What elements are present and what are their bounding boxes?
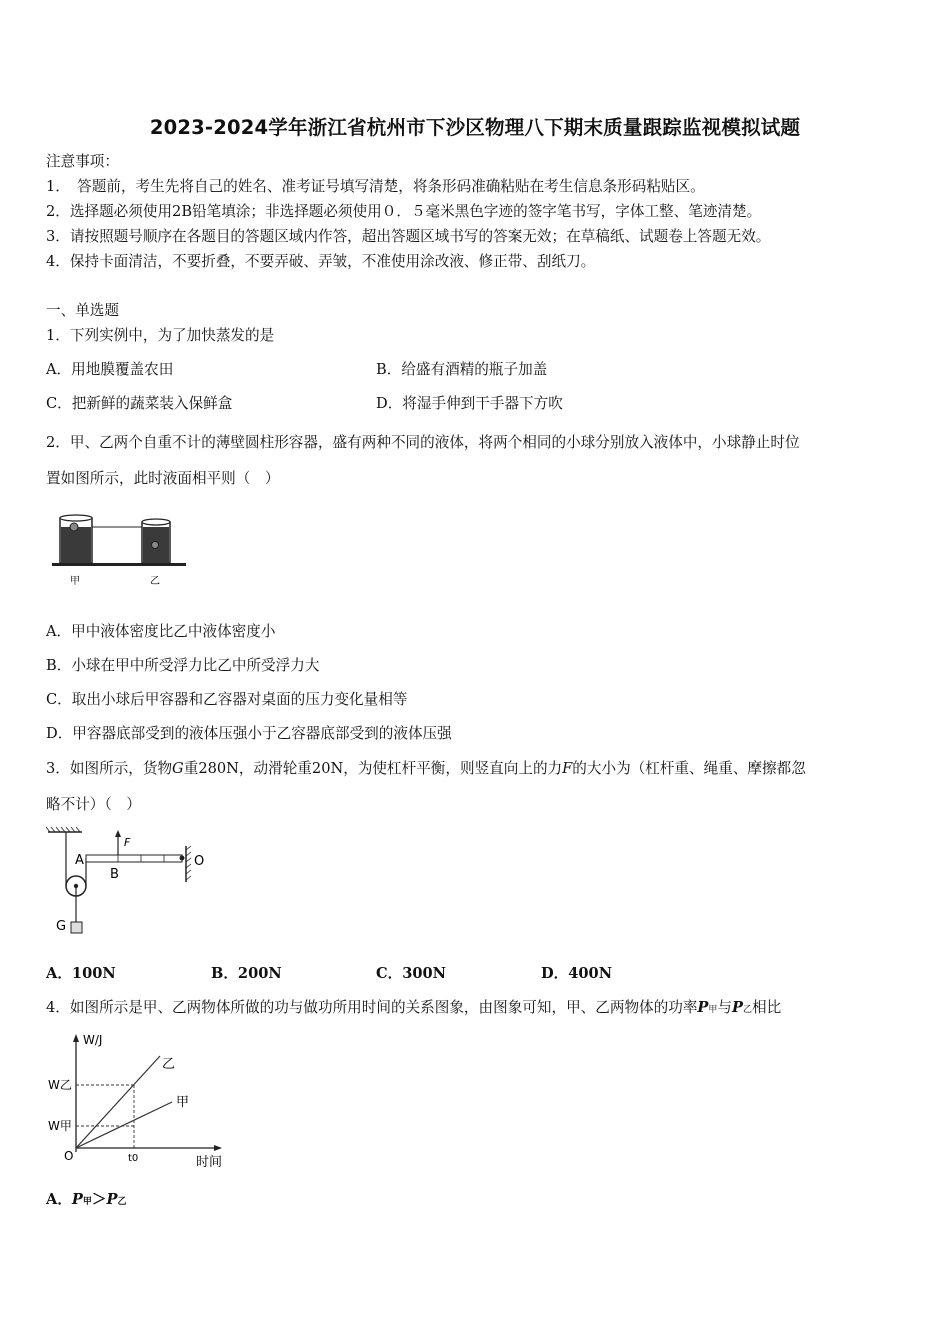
line-jia	[76, 1102, 172, 1148]
q4-stem-end: 相比	[752, 999, 782, 1016]
q4-work-time-graph	[48, 1030, 238, 1176]
q3-option-b: B．200N	[211, 965, 282, 982]
ball-yi	[152, 542, 159, 549]
q4-option-a	[46, 1190, 127, 1212]
weight-g	[71, 922, 82, 933]
q4-p-yi: P	[732, 999, 744, 1016]
q4-p-jia: P	[697, 999, 709, 1016]
q2-option-d: D．甲容器底部受到的液体压强小于乙容器底部受到的液体压强	[46, 725, 452, 742]
q3-stem-part-b: 重280N，动滑轮重20N，为使杠杆平衡，则竖直向上的力	[183, 760, 563, 777]
container-yi-rim	[142, 519, 170, 525]
q3-stem-line1	[46, 759, 806, 779]
page-title: 2023-2024学年浙江省杭州市下沙区物理八下期末质量跟踪监视模拟试题	[149, 116, 801, 139]
q3-stem-line2: 略不计）（ ）	[46, 796, 141, 813]
q2-option-c: C．取出小球后甲容器和乙容器对桌面的压力变化量相等	[46, 691, 408, 708]
notice-heading: 注意事项：	[46, 153, 119, 170]
q3-option-d: D．400N	[541, 965, 613, 982]
q2-stem-line2: 置如图所示，此时液面相平则（ ）	[46, 470, 280, 487]
lever	[86, 855, 182, 862]
q4-stem	[46, 998, 781, 1020]
q2-option-b: B．小球在甲中所受浮力比乙中所受浮力大	[46, 657, 320, 674]
q4-option-a-p2: P	[106, 1191, 118, 1208]
w-yi-label: W乙	[48, 1078, 72, 1092]
container-jia-rim	[60, 515, 92, 521]
pivot-o	[180, 856, 185, 861]
q4-sub-jia: 甲	[708, 1005, 718, 1015]
label-jia: 甲	[70, 576, 80, 587]
section-heading: 一、单选题	[46, 302, 119, 319]
liquid-jia	[61, 527, 91, 563]
q3-option-a: A．100N	[46, 965, 116, 982]
x-axis-label: 时间	[196, 1155, 223, 1170]
label-o: O	[194, 854, 205, 869]
q4-option-a-sub2: 乙	[117, 1197, 127, 1207]
q1-option-a: A．用地膜覆盖农田	[46, 361, 174, 378]
label-f: F	[124, 836, 131, 849]
notice-item-1: 1． 答题前，考生先将自己的姓名、准考证号填写清楚，将条形码准确粘贴在考生信息条形码粘贴区。	[46, 178, 705, 195]
line-yi	[76, 1056, 160, 1148]
q2-containers-figure	[50, 510, 190, 592]
q4-sub-yi: 乙	[743, 1005, 753, 1015]
q3-stem-part-a: 3．如图所示，货物	[46, 760, 173, 777]
label-a: A	[75, 853, 84, 868]
q4-stem-part-a: 4．如图所示是甲、乙两物体所做的功与做功所用时间的关系图象，由图象可知，甲、乙两物体的功率	[46, 999, 698, 1016]
q4-option-a-sub1: 甲	[82, 1197, 92, 1207]
notice-item-4: 4．保持卡面清洁，不要折叠，不要弄破、弄皱，不准使用涂改液、修正带、刮纸刀。	[46, 253, 596, 270]
q1-stem: 1．下列实例中，为了加快蒸发的是	[46, 327, 275, 344]
notice-item-3: 3．请按照题号顺序在各题目的答题区域内作答，超出答题区域书写的答案无效；在草稿纸、试题卷上答题无效。	[46, 228, 771, 245]
q4-option-a-p1: P	[71, 1191, 83, 1208]
q4-option-a-prefix: A．	[46, 1191, 72, 1208]
q2-option-a: A．甲中液体密度比乙中液体密度小	[46, 623, 276, 640]
q3-stem-f: F	[562, 760, 573, 777]
notice-item-2: 2．选择题必须使用2B铅笔填涂；非选择题必须使用０．５毫米黑色字迹的签字笔书写，字体工整、笔迹清楚。	[46, 203, 762, 220]
q3-lever-figure	[44, 826, 214, 944]
q3-stem-part-c: 的大小为（杠杆重、绳重、摩擦都忽	[572, 760, 806, 777]
ball-jia	[70, 523, 78, 531]
q4-option-a-rel: ＞	[91, 1191, 107, 1208]
t0-label: t0	[128, 1153, 139, 1164]
w-jia-label: W甲	[48, 1119, 72, 1133]
origin-label: O	[64, 1149, 74, 1163]
q4-with: 与	[717, 999, 733, 1016]
q1-option-d: D．将湿手伸到干手器下方吹	[376, 395, 563, 412]
line-jia-label: 甲	[176, 1095, 190, 1110]
label-yi: 乙	[150, 576, 160, 587]
q1-option-c: C．把新鲜的蔬菜装入保鲜盒	[46, 395, 233, 412]
q1-option-b: B．给盛有酒精的瓶子加盖	[376, 361, 548, 378]
q3-option-c: C．300N	[376, 965, 447, 982]
y-axis-label: W/J	[83, 1033, 103, 1047]
line-yi-label: 乙	[162, 1057, 176, 1072]
q2-stem-line1: 2．甲、乙两个自重不计的薄壁圆柱形容器，盛有两种不同的液体，将两个相同的小球分别放入液体中，小球静止时位	[46, 434, 800, 451]
q3-stem-g: G	[172, 760, 184, 777]
label-b: B	[110, 867, 119, 882]
label-g: G	[56, 919, 67, 934]
